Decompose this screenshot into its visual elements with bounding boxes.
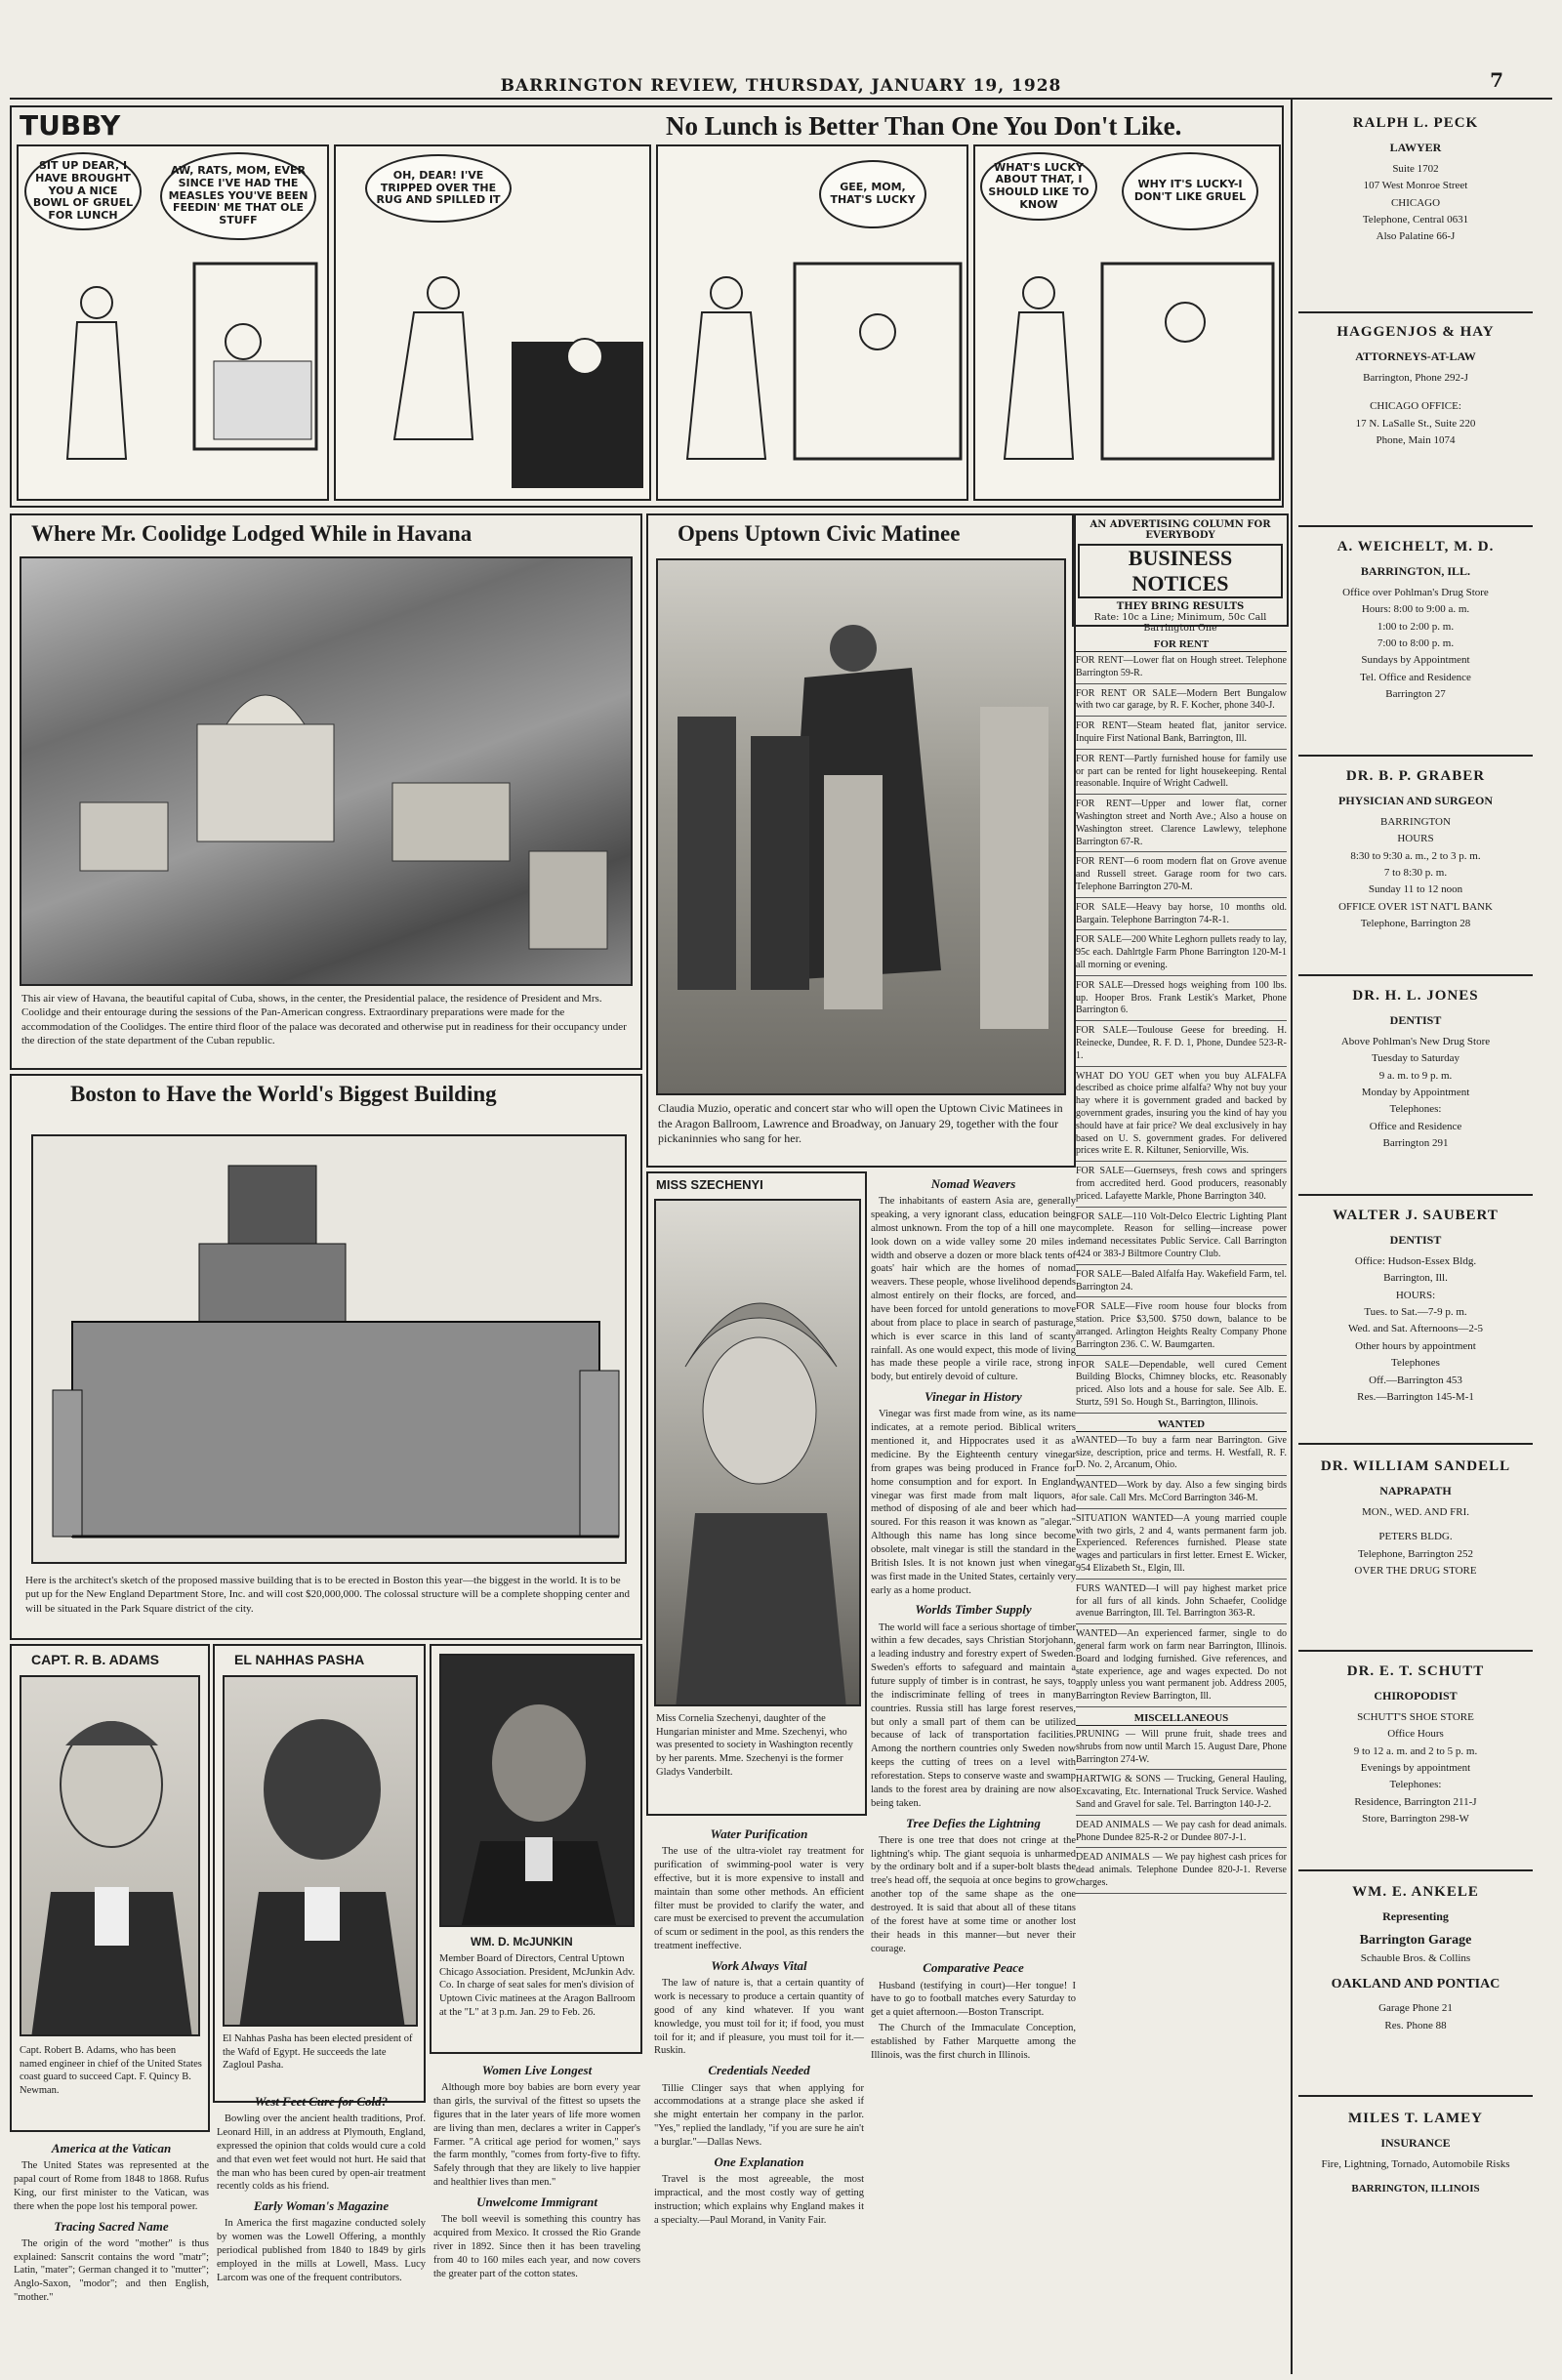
card-line: Barrington, Phone 292-J <box>1363 371 1468 384</box>
card-line: Telephone, Barrington 28 <box>1360 918 1471 930</box>
classified-ad: WANTED—An experienced farmer, single to do general farm work on farm near Barrington, Illinois. Board and lodging furnished. Give references, and state experience, age and wages expected. Do not apply unless you want permanent job. Address 2005, Barrington Review Barrington, Ill. <box>1076 1628 1287 1707</box>
article-title: Women Live Longest <box>481 2063 593 2077</box>
article-title: Unwelcome Immigrant <box>476 2195 597 2210</box>
portrait-mcjunkin <box>430 1644 642 2054</box>
classified-ads-column <box>1076 635 1287 2375</box>
classified-ad: WANTED—Work by day. Also a few singing birds for sale. Call Mrs. McCord Barrington 346-M. <box>1076 1480 1287 1509</box>
card-title: PHYSICIAN AND SURGEON <box>1337 794 1494 807</box>
card-saubert <box>1298 1206 1533 1445</box>
classified-ad: FOR RENT—Lower flat on Hough street. Telephone Barrington 59-R. <box>1076 655 1287 684</box>
boston-feature <box>10 1074 642 1640</box>
szechenyi-photo <box>654 1199 861 1706</box>
misc-heading: MISCELLANEOUS <box>1076 1711 1287 1726</box>
card-name: WALTER J. SAUBERT <box>1333 1208 1499 1223</box>
article-title: Tracing Sacred Name <box>54 2218 169 2234</box>
card-line: Hours: 8:00 to 9:00 a. m. <box>1361 603 1470 616</box>
card-name: HAGGENJOS & HAY <box>1336 324 1495 340</box>
banner-sub: THEY BRING RESULTS <box>1116 601 1245 612</box>
card-name: A. WEICHELT, M. D. <box>1336 539 1495 554</box>
card-title: DENTIST <box>1389 1013 1442 1027</box>
card-title: CHIROPODIST <box>1374 1689 1458 1703</box>
card-graber <box>1298 766 1533 976</box>
articles-mid-column-a <box>217 2089 426 2375</box>
speech-balloon-3: OH, DEAR! I'VE TRIPPED OVER THE RUG AND SPILLED IT <box>365 154 512 223</box>
articles-mid-column-b <box>433 2058 640 2375</box>
havana-caption: This air view of Havana, the beautiful capital of Cuba, shows, in the center, the Presidential palace, the residence of President and Mrs. Coolidge and their entourage during the sessions of the Pan-American congress. Extraordinary preparations were made for the accommodation of the Coolidges. The entire third floor of the palace was decorated and otherwise put in readiness for their occupancy under the direction of the state department of the Cuban republic. <box>21 993 627 1046</box>
page-number: 7 <box>1490 68 1503 92</box>
column-rule <box>1291 100 1293 2374</box>
article-body: The use of the ultra-violet ray treatment for purification of swimming-pool water is very effective, but it is more expensive to install and maintain than some other methods. An efficient filter must be provided to clarify the water, and care must be exercised to prevent the accumulation of scum or sediment in the pool, as this renders the treatment ineffective. <box>654 1846 864 1952</box>
matinee-feature <box>646 513 1076 1168</box>
szechenyi-illustration <box>656 1201 861 1706</box>
comic-panel-2 <box>334 144 651 501</box>
boston-headline: Boston to Have the World's Biggest Building <box>70 1082 497 1106</box>
card-title: INSURANCE <box>1380 2136 1451 2150</box>
comic-drawing-dont-like-gruel <box>975 146 1281 501</box>
card-line: 9 to 12 a. m. and 2 to 5 p. m. <box>1353 1744 1478 1757</box>
top-rule <box>10 98 1552 100</box>
card-line: Barrington, Ill. <box>1383 1272 1448 1285</box>
card-name: MILES T. LAMEY <box>1347 2111 1484 2126</box>
card-line: 107 West Monroe Street <box>1363 180 1468 192</box>
classified-ad: FOR RENT—Partly furnished house for family use or part can be rented for light housekeeping. Rental reasonable. Inquire of Wright Cadwell. <box>1076 754 1287 795</box>
card-ralph-peck <box>1298 113 1533 313</box>
card-line: Tel. Office and Residence <box>1360 671 1471 683</box>
classified-ad: FOR RENT—Upper and lower flat, corner Washington street and North Ave.; Also a house on Washington street. Clarence Lawlewy, telephone Barrington 67-R. <box>1076 799 1287 852</box>
comic-drawing-mother-serving <box>19 146 329 501</box>
card-line: 17 N. LaSalle St., Suite 220 <box>1355 417 1476 430</box>
portrait-adams-illustration <box>21 1677 200 2036</box>
article-title: Comparative Peace <box>923 1960 1024 1976</box>
card-line: Above Pohlman's New Drug Store <box>1340 1035 1491 1047</box>
classified-ad: DEAD ANIMALS — We pay cash for dead animals. Phone Dundee 825-R-2 or Dundee 807-J-1. <box>1076 1820 1287 1849</box>
boston-building-illustration <box>33 1136 627 1564</box>
card-title: Representing <box>1382 1909 1449 1923</box>
article-title: Water Purification <box>710 1826 808 1841</box>
article-body: The world will face a serious shortage of timber within a few decades, says Christian Storjohann, a leading industry and forestry expert of Sweden. Sweden's efforts to safeguard and maintain a future supply of timber is in contrast, he says, to the indiscriminate felling of trees in many countries. Russia still has large forest reserves, but only a small part of them can be utilized because of lack of transportation facilities. Among the northern countries only Sweden now keeps the cutting of trees on a level with reforestation. Steps to conserve waste and swamp lands to the forest area by draining are now also being taken. <box>871 1621 1076 1809</box>
article-title: Credentials Needed <box>708 2063 810 2078</box>
classified-ad: FOR SALE—Heavy bay horse, 10 months old. Bargain. Telephone Barrington 74-R-1. <box>1076 902 1287 931</box>
card-name: DR. WILLIAM SANDELL <box>1320 1458 1511 1474</box>
article-body: The inhabitants of eastern Asia are, generally speaking, a very ignorant class, education being almost unknown. From the top of a hill one may look down on a wide valley some 20 miles in width and observe a dozen or more black tents of goats' hair which are the homes of nomad weavers. These people, whose livelihood depends almost entirely on their flocks, are forced, and have been forced for untold generations to move about from place to place in search of pasturage, which is ever scarce in this land of scanty rainfall. As one would expect, this mode of living has made these people a virile race, strong in body, but entirely devoid of culture. <box>871 1196 1076 1383</box>
classified-ad: DEAD ANIMALS — We pay highest cash prices for dead animals. Telephone Dundee 820-J-1. Reverse charges. <box>1076 1852 1287 1893</box>
card-line: Evenings by appointment <box>1360 1761 1471 1774</box>
speech-balloon-2: AW, RATS, MOM, EVER SINCE I'VE HAD THE MEASLES YOU'VE BEEN FEEDIN' ME THAT OLE STUFF <box>160 152 316 240</box>
card-lamey <box>1298 2109 1533 2255</box>
card-line: Barrington 27 <box>1385 688 1446 701</box>
card-line: Store, Barrington 298-W <box>1362 1813 1469 1826</box>
card-line: Suite 1702 <box>1392 162 1439 175</box>
article-body: Bowling over the ancient health traditions, Prof. Leonard Hill, in an address at Plymouth, England, expressed the opinion that colds would cure a cold and that even wet feet would not hurt. He said that the man who has been cured by open-air treatment recently colds as his friend. <box>217 2113 426 2193</box>
comic-headline: No Lunch is Better Than One You Don't Like. <box>666 111 1182 141</box>
portrait-adams-photo <box>20 1675 200 2036</box>
card-line: Residence, Barrington 211-J <box>1354 1795 1477 1808</box>
article-body: Although more boy babies are born every year than girls, the survival of the fittest so upsets the figures that in the later years of life more women are living than men, declares a writer in Capper's Farmer. "A critical age period for women," says the farm monthly, "comes from forty-five to fifty. Safely through that they are likely to live happier and healthier lives than men." <box>433 2082 640 2189</box>
card-line: Office over Pohlman's Drug Store <box>1342 586 1489 598</box>
portrait-nahhas-photo <box>223 1675 418 2027</box>
classified-ad: WHAT DO YOU GET when you buy ALFALFA described as choice prime alfalfa? Why not buy your hay where it is government graded and backed by government grades, insuring you the kind of hay you should have at fair price? We deal exclusively in hay based on U. S. government grades. For delivered prices write E. R. Kiltuner, Seniorville, Wis. <box>1076 1071 1287 1163</box>
comic-panel-1 <box>17 144 329 501</box>
comic-strip <box>10 105 1284 508</box>
article-body: Tillie Clinger says that when applying for accommodations at a strange place she asked if she might entertain her company in the parlor. "Yes," replied the landlady, "if you are sure he ain't a burglar."—Dallas News. <box>654 2082 864 2148</box>
card-title: DENTIST <box>1389 1233 1442 1247</box>
card-line: CHICAGO OFFICE: <box>1370 400 1461 413</box>
card-line: Fire, Lightning, Tornado, Automobile Risks <box>1321 2157 1510 2170</box>
article-body: The Church of the Immaculate Conception, established by Father Marquette among the Illinois, was the first church in Illinois. <box>871 2023 1076 2061</box>
comic-panel-3 <box>656 144 968 501</box>
for-rent-heading: FOR RENT <box>1076 637 1287 652</box>
articles-left-column <box>14 2136 209 2375</box>
boston-caption: Here is the architect's sketch of the proposed massive building that is to be erected in Boston this year—the biggest in the world. It is to be put up for the New England Department Store, Inc. and will cost $20,000,000. The colossal structure will be a complete shopping center and will be situated in the Park Square district of the city. <box>25 1575 631 1615</box>
classified-ad: FURS WANTED—I will pay highest market price for all furs of all kinds. John Schaefer, Coolidge avenue Barrington, Ill. Tel. Barrington 363-R. <box>1076 1583 1287 1624</box>
portrait-mcjunkin-label: WM. D. McJUNKIN <box>471 1935 573 1949</box>
boston-building-sketch <box>31 1134 627 1564</box>
card-line: MON., WED. AND FRI. <box>1361 1505 1470 1518</box>
card-line: HOURS <box>1397 833 1434 845</box>
article-body: In America the first magazine conducted solely by women was the Lowell Offering, a monthly periodical published from 1840 to 1849 by girls employed in the mills at Lowell, Mass. Lucy Larcom was one of the frequent contributors. <box>217 2218 426 2283</box>
classified-ad: FOR SALE—200 White Leghorn pullets ready to lay, 95c each. Dahlrtgle Farm Phone Barrington 120-M-1 all morning or evening. <box>1076 934 1287 975</box>
article-title: Worlds Timber Supply <box>915 1602 1032 1618</box>
banner-rates: Rate: 10c a Line; Minimum, 50c Call Barrington One <box>1093 612 1267 634</box>
card-ankele <box>1298 1882 1533 2097</box>
card-line: PETERS BLDG. <box>1378 1531 1453 1543</box>
card-line: Phone, Main 1074 <box>1376 433 1456 446</box>
portrait-nahhas <box>213 1644 426 2103</box>
portrait-adams <box>10 1644 210 2132</box>
classified-ad: FOR SALE—Baled Alfalfa Hay. Wakefield Farm, tel. Barrington 24. <box>1076 1269 1287 1298</box>
card-line: OVER THE DRUG STORE <box>1354 1564 1477 1577</box>
article-body: Vinegar was first made from wine, as its name indicates, at a remote period. Biblical writers mentioned it, and Hippocrates used it as a medicine. By the Eighteenth century vinegar from grapes was being produced in France for home consumption and for export. In England vinegar was first made from malt liquors, a method of disposing of ale and beer which had soured. For this reason it was known as "alegar." Although this name has long since become obsolete, malt vinegar is still the standard in the British Isles. It is not known just when vinegar was first made in the United States, certainly very early as a home product. <box>871 1409 1076 1596</box>
card-line: Barrington Garage <box>1359 1932 1472 1948</box>
article-title: Vinegar in History <box>925 1389 1022 1405</box>
card-line: 9 a. m. to 9 p. m. <box>1378 1069 1453 1082</box>
matinee-group-illustration <box>658 560 1066 1095</box>
card-line: 7:00 to 8:00 p. m. <box>1377 636 1455 649</box>
card-line: Wed. and Sat. Afternoons—2-5 <box>1347 1323 1484 1335</box>
speech-balloon-1: SIT UP DEAR, I HAVE BROUGHT YOU A NICE BOWL OF GRUEL FOR LUNCH <box>24 152 142 230</box>
havana-headline: Where Mr. Coolidge Lodged While in Havana <box>31 521 473 546</box>
article-title: Tree Defies the Lightning <box>906 1815 1041 1830</box>
articles-right-column <box>871 1171 1076 2375</box>
card-line: Res. Phone 88 <box>1384 2019 1447 2031</box>
matinee-caption: Claudia Muzio, operatic and concert star who will open the Uptown Civic Matinees in the Aragon Ballroom, Lawrence and Broadway, on January 29, together with the four pickaninnies who sang for her. <box>658 1101 1063 1146</box>
szechenyi-caption: Miss Cornelia Szechenyi, daughter of the Hungarian minister and Mme. Szechenyi, who was presented to society in Washington recently by her parents. Mme. Szechenyi is the former Gladys Vanderbilt. <box>656 1713 853 1778</box>
card-line: Also Palatine 66-J <box>1376 230 1456 243</box>
card-line: HOURS: <box>1395 1289 1436 1301</box>
wanted-heading: WANTED <box>1076 1417 1287 1432</box>
banner-title: BUSINESS NOTICES <box>1078 544 1283 598</box>
article-body: The law of nature is, that a certain quantity of work is necessary to produce a certain quantity of good of any kind whatever. If you want knowledge, you must toil for it; if food, you must toil for it; and if pleasure, you must toil for it.—Ruskin. <box>654 1978 864 2057</box>
card-line: OFFICE OVER 1ST NAT'L BANK <box>1338 900 1493 913</box>
speech-balloon-5: WHAT'S LUCKY ABOUT THAT, I SHOULD LIKE TO KNOW <box>980 152 1097 221</box>
portrait-adams-caption: Capt. Robert B. Adams, who has been named engineer in chief of the United States coast guard to succeed Capt. F. Quincy B. Newman. <box>20 2045 202 2096</box>
card-line: Telephones <box>1391 1357 1440 1370</box>
havana-feature <box>10 513 642 1070</box>
article-body: Husband (testifying in court)—Her tongue! I have to go to football matches every Saturday to get a quiet afternoon.—Boston Transcript. <box>871 1980 1076 2019</box>
card-line: Sundays by Appointment <box>1361 654 1470 667</box>
portrait-mcjunkin-caption: Member Board of Directors, Central Uptown Chicago Association. President, McJunkin Adv. Co. In charge of seat sales for men's division of Uptown Civic matinees at the Aragon Ballroom at the "L" at 3 p.m. Jan. 29 to Feb. 26. <box>439 1953 636 2018</box>
card-name: DR. H. L. JONES <box>1352 988 1479 1004</box>
comic-panel-4 <box>973 144 1281 501</box>
card-line: Garage Phone 21 <box>1378 2002 1453 2015</box>
article-title: One Explanation <box>714 2154 804 2169</box>
card-title: NAPRAPATH <box>1379 1484 1452 1498</box>
card-title: BARRINGTON, ILL. <box>1360 564 1471 578</box>
classified-ad: SITUATION WANTED—A young married couple with two girls, 2 and 4, wants permanent farm job. Experienced. References furnished. Please state wages and particulars in first letter. Ernest E. Wicker, 954 Elizabeth St., Elgin, Ill. <box>1076 1513 1287 1580</box>
classified-ad: FOR RENT—6 room modern flat on Grove avenue and Russell street. Garage room for two cars. Telephone Barrington 270-M. <box>1076 856 1287 897</box>
card-line: Off.—Barrington 453 <box>1369 1374 1462 1386</box>
masthead-title: BARRINGTON REVIEW, THURSDAY, JANUARY 19, 1928 <box>500 76 1062 96</box>
classified-ad: FOR SALE—Dressed hogs weighing from 100 lbs. up. Hooper Bros. Frank Lestik's Market, Phone Barrington 6. <box>1076 980 1287 1021</box>
articles-center-column <box>654 1822 864 2375</box>
havana-aerial-photo <box>20 556 633 986</box>
matinee-headline: Opens Uptown Civic Matinee <box>678 521 961 546</box>
card-haggenjos-hay <box>1298 322 1533 527</box>
classified-ad: FOR SALE—Guernseys, fresh cows and springers from accredited herd. Good producers, reasonably priced. Lafayette Markle, Phone Barrington 340. <box>1076 1166 1287 1207</box>
classified-ad: FOR RENT—Steam heated flat, janitor service. Inquire First National Bank, Barrington, Ill. <box>1076 720 1287 750</box>
comic-drawing-spilled-gruel <box>336 146 651 501</box>
article-body: Travel is the most agreeable, the most impractical, and the most costly way of getting instruction; which explains why England makes it a specialty.—Paul Morand, in Vanity Fair. <box>654 2173 864 2226</box>
card-line: Office and Residence <box>1369 1120 1462 1132</box>
article-body: The origin of the word "mother" is thus explained: Sanscrit contains the word "matr"; Latin, "mater"; German changed it to "mutter"; Anglo-Saxon, "modor"; and then English, "mother." <box>14 2237 209 2304</box>
card-line: Monday by Appointment <box>1361 1086 1470 1098</box>
comic-strip-name: TUBBY <box>20 109 121 142</box>
card-line: OAKLAND AND PONTIAC <box>1331 1976 1500 1991</box>
portrait-adams-label: CAPT. R. B. ADAMS <box>31 1652 159 1667</box>
szechenyi-feature <box>646 1171 867 1816</box>
speech-balloon-6: WHY IT'S LUCKY-I DON'T LIKE GRUEL <box>1122 152 1258 230</box>
card-line: Telephone, Barrington 252 <box>1357 1547 1474 1560</box>
card-line: Sunday 11 to 12 noon <box>1368 883 1463 896</box>
classified-ad: FOR SALE—110 Volt-Delco Electric Lighting Plant complete. Reason for selling—increase power demand necessitates Public Service. Call Barrington 424 or 383-J Biltmore Country Club. <box>1076 1211 1287 1265</box>
card-name: RALPH L. PECK <box>1352 115 1479 131</box>
classified-ad: FOR SALE—Five room house four blocks from station. Price $3,500. $750 down, balance to be arranged. Arlington Heights Realty Company Phone Barrington 236. C. W. Baumgarten. <box>1076 1301 1287 1355</box>
card-line: 7 to 8:30 p. m. <box>1383 866 1448 879</box>
article-title: Nomad Weavers <box>930 1176 1016 1191</box>
classified-ad: FOR RENT OR SALE—Modern Bert Bungalow with two car garage, by R. F. Kocher, phone 340-J. <box>1076 688 1287 718</box>
card-line: BARRINGTON <box>1380 815 1451 828</box>
card-line: Telephones: <box>1389 1779 1442 1791</box>
card-line: Other hours by appointment <box>1355 1339 1476 1352</box>
card-line: Schauble Bros. & Collins <box>1360 1952 1471 1965</box>
card-line: Barrington 291 <box>1382 1137 1449 1150</box>
portrait-nahhas-label: EL NAHHAS PASHA <box>234 1652 365 1667</box>
card-schutt <box>1298 1662 1533 1871</box>
matinee-photo <box>656 558 1066 1095</box>
card-line: Tuesday to Saturday <box>1371 1052 1460 1065</box>
classified-ad: FOR SALE—Toulouse Geese for breeding. H. Reinecke, Dundee, R. F. D. 1, Phone, Dundee 523-R-1. <box>1076 1025 1287 1066</box>
card-title: ATTORNEYS-AT-LAW <box>1355 349 1476 363</box>
havana-city-illustration <box>21 558 633 986</box>
portrait-mcjunkin-photo <box>439 1654 635 1927</box>
card-weichelt <box>1298 537 1533 757</box>
classified-ad: WANTED—To buy a farm near Barrington. Give size, description, price and terms. H. Westfall, R. F. D. No. 2, Arcanum, Ohio. <box>1076 1435 1287 1476</box>
card-line: Telephones: <box>1389 1103 1442 1116</box>
article-body: The boll weevil is something this country has acquired from Mexico. It crossed the Rio Grande river in 1892. Since then it has been traveling from 40 to 160 miles each year, and now covers the greater part of the cotton states. <box>433 2214 640 2279</box>
article-title: America at the Vatican <box>51 2141 172 2155</box>
business-notices-banner <box>1072 513 1289 634</box>
comic-drawing-lucky <box>658 146 968 501</box>
card-line: 1:00 to 2:00 p. m. <box>1377 620 1455 633</box>
card-line: Tues. to Sat.—7-9 p. m. <box>1364 1305 1467 1318</box>
article-title: Work Always Vital <box>711 1958 807 1974</box>
card-line: Res.—Barrington 145-M-1 <box>1357 1390 1474 1403</box>
portrait-mcjunkin-illustration <box>441 1656 635 1927</box>
card-title: LAWYER <box>1389 141 1442 154</box>
article-body: The United States was represented at the papal court of Rome from 1848 to 1868. Rufus King, our first minister to the Vatican, was there when the pope lost his temporal power. <box>14 2160 209 2212</box>
card-line: Office Hours <box>1387 1728 1444 1741</box>
card-line: Office: Hudson-Essex Bldg. <box>1354 1254 1477 1267</box>
card-jones <box>1298 986 1533 1196</box>
classified-ad: HARTWIG & SONS — Trucking, General Hauling, Excavating, Etc. International Truck Service. Washed Sand and Gravel for sale. Tel. Barrington 140-J-2. <box>1076 1774 1287 1815</box>
banner-top-text: AN ADVERTISING COLUMN FOR EVERYBODY <box>1089 519 1271 541</box>
card-sandell <box>1298 1457 1533 1652</box>
classified-ad: PRUNING — Will prune fruit, shade trees and shrubs from now until March 15. August Dare, Phone Barrington 274-W. <box>1076 1729 1287 1770</box>
card-line: BARRINGTON, ILLINOIS <box>1351 2183 1480 2195</box>
article-body: There is one tree that does not cringe at the lightning's whip. The giant sequoia is unharmed by the ordinary bolt and if a super-bolt blasts the tree's head off, the sequoia at once begins to grow another top of the same shape as the one destroyed. It is said that about all of these titans of the forest have at some time or another lost their heads in this manner—but never their courage. <box>871 1834 1076 1954</box>
card-line: SCHUTT'S SHOE STORE <box>1357 1710 1474 1723</box>
portrait-nahhas-illustration <box>225 1677 418 2027</box>
card-line: CHICAGO <box>1390 196 1441 209</box>
portrait-nahhas-caption: El Nahhas Pasha has been elected president of the Wafd of Egypt. He succeeds the late Zagloul Pasha. <box>223 2033 413 2072</box>
card-name: WM. E. ANKELE <box>1352 1884 1479 1900</box>
classified-ad: FOR SALE—Dependable, well cured Cement Building Blocks, Chimney blocks, etc. Reasonably priced. Also lots and a house for sale. See Alb. E. Sturtz, 591 So. Hough St., Barrington, Illinois. <box>1076 1360 1287 1414</box>
article-title: West Feet Cure for Cold? <box>254 2094 389 2109</box>
card-line: Telephone, Central 0631 <box>1362 213 1469 226</box>
szechenyi-label: MISS SZECHENYI <box>656 1177 763 1192</box>
card-name: DR. E. T. SCHUTT <box>1346 1663 1485 1679</box>
speech-balloon-4: GEE, MOM, THAT'S LUCKY <box>819 160 926 228</box>
article-title: Early Woman's Magazine <box>253 2198 390 2214</box>
card-line: 8:30 to 9:30 a. m., 2 to 3 p. m. <box>1350 849 1481 862</box>
card-name: DR. B. P. GRABER <box>1345 768 1486 784</box>
